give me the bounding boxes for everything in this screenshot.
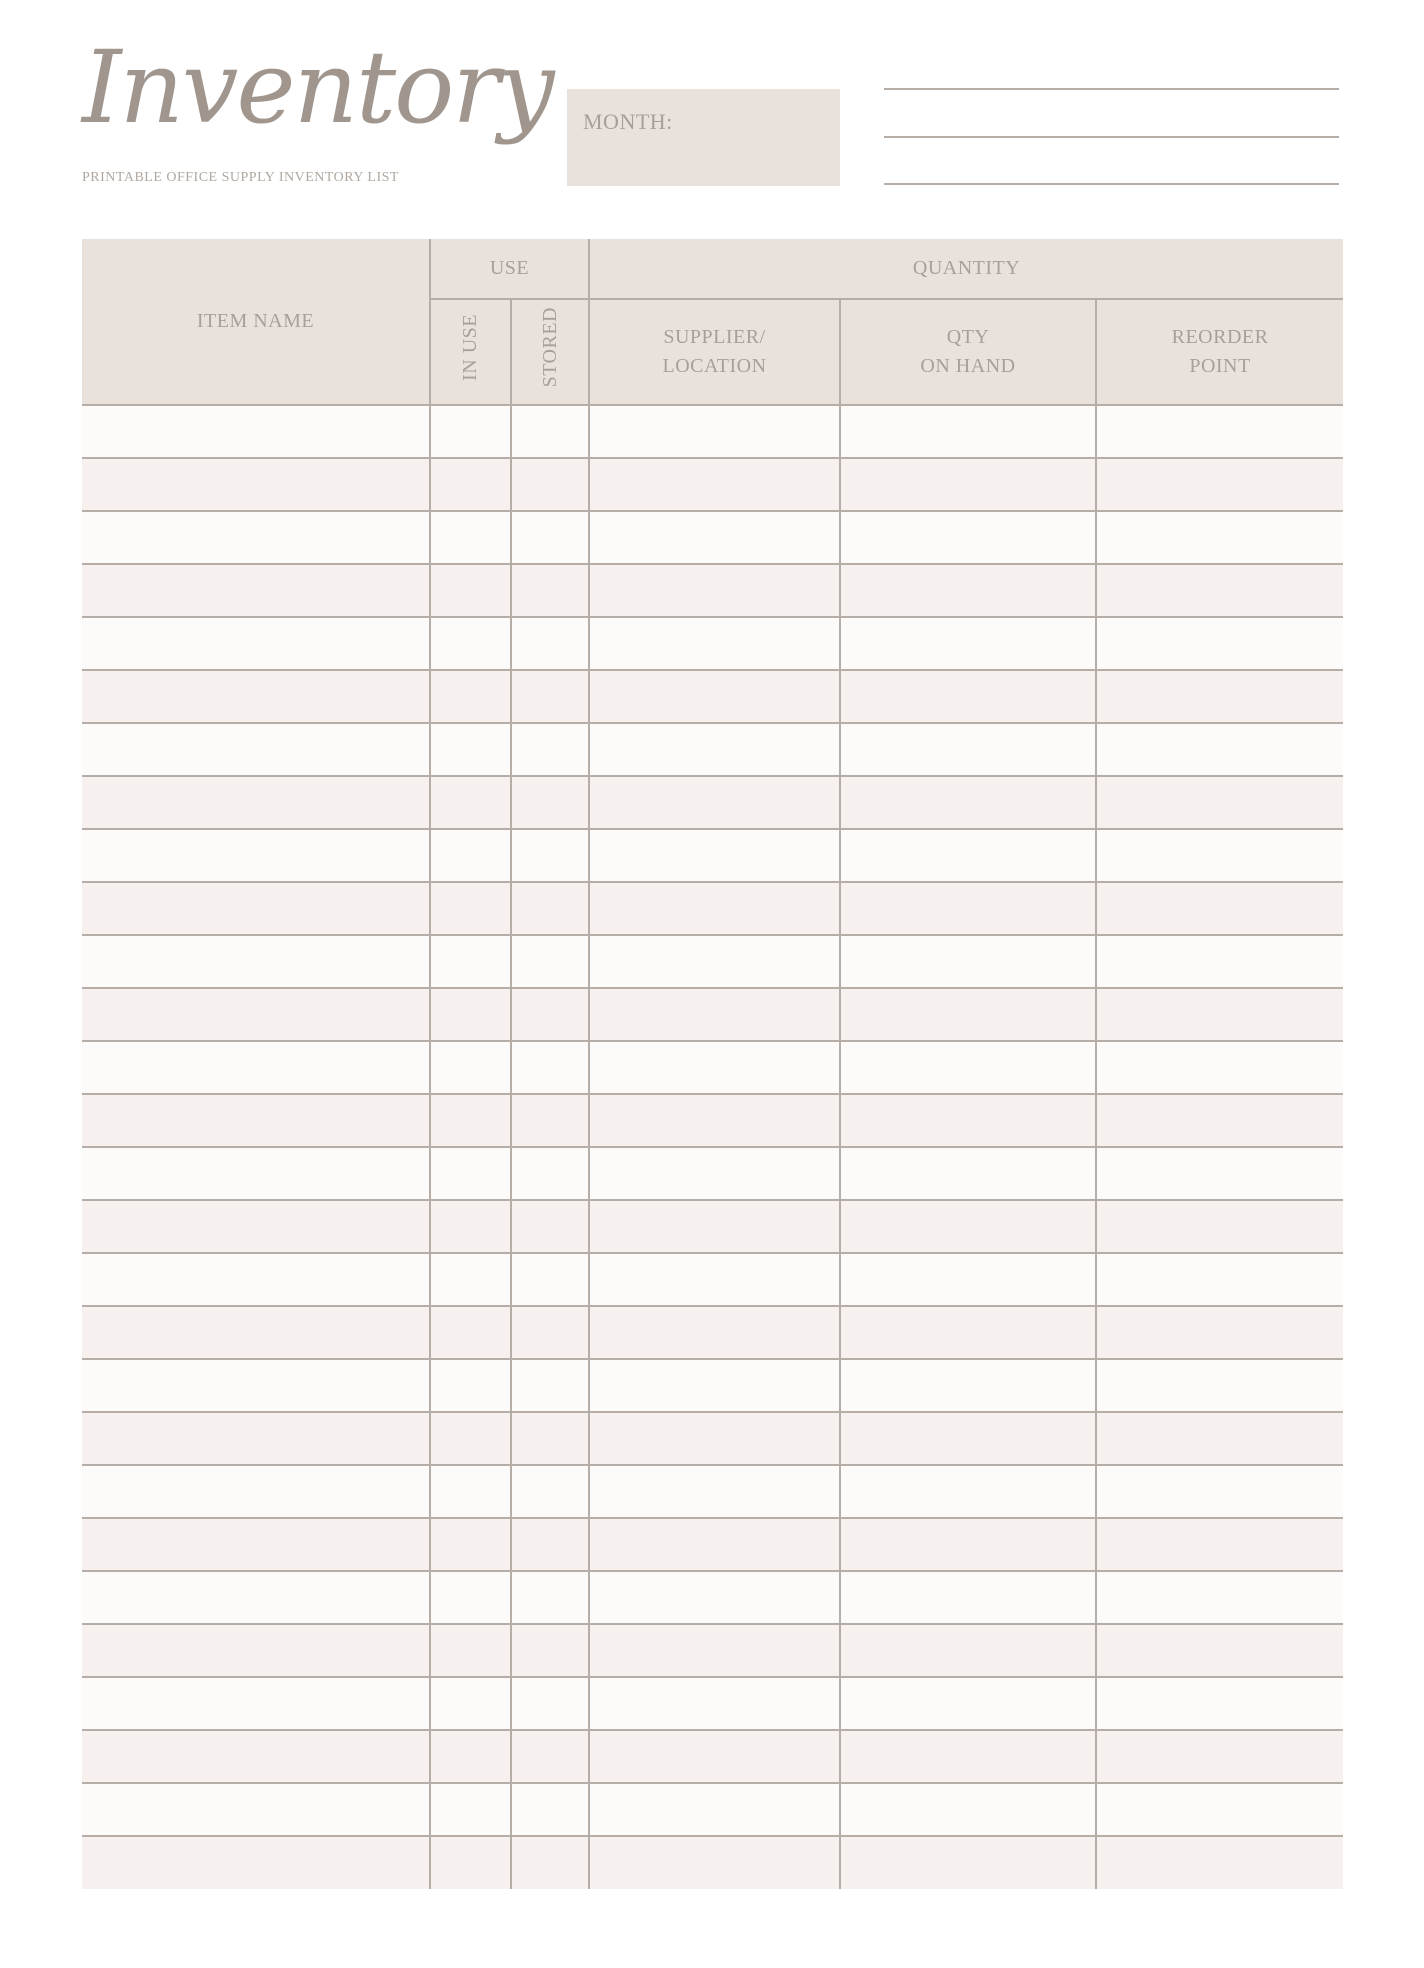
header-reorder-point bbox=[1096, 299, 1343, 405]
table-row bbox=[82, 723, 1343, 776]
stored-cell[interactable] bbox=[511, 1041, 589, 1094]
table-row bbox=[82, 935, 1343, 988]
item-name-cell[interactable] bbox=[82, 564, 430, 617]
reorder-cell[interactable] bbox=[1096, 1412, 1343, 1465]
in-use-cell[interactable] bbox=[430, 1677, 511, 1730]
table-row bbox=[82, 564, 1343, 617]
supplier-cell[interactable] bbox=[589, 1200, 840, 1253]
table-row bbox=[82, 1783, 1343, 1836]
in-use-cell[interactable] bbox=[430, 405, 511, 458]
reorder-cell[interactable] bbox=[1096, 829, 1343, 882]
reorder-cell[interactable] bbox=[1096, 1465, 1343, 1518]
stored-cell[interactable] bbox=[511, 1306, 589, 1359]
stored-cell[interactable] bbox=[511, 1836, 589, 1889]
reorder-cell[interactable] bbox=[1096, 617, 1343, 670]
qty-cell[interactable] bbox=[840, 1465, 1096, 1518]
item-name-cell[interactable] bbox=[82, 723, 430, 776]
qty-cell[interactable] bbox=[840, 405, 1096, 458]
supplier-cell[interactable] bbox=[589, 1147, 840, 1200]
supplier-cell[interactable] bbox=[589, 564, 840, 617]
supplier-cell[interactable] bbox=[589, 776, 840, 829]
table-row bbox=[82, 1253, 1343, 1306]
supplier-cell[interactable] bbox=[589, 458, 840, 511]
item-name-cell[interactable] bbox=[82, 1412, 430, 1465]
in-use-cell[interactable] bbox=[430, 1571, 511, 1624]
in-use-cell[interactable] bbox=[430, 1836, 511, 1889]
header-in-use: IN USE bbox=[430, 299, 511, 405]
inventory-table bbox=[82, 239, 1343, 1889]
qty-cell[interactable] bbox=[840, 670, 1096, 723]
table-row bbox=[82, 1836, 1343, 1889]
stored-cell[interactable] bbox=[511, 988, 589, 1041]
header-reorder-line1: REORDER bbox=[1171, 326, 1269, 348]
reorder-cell[interactable] bbox=[1096, 1306, 1343, 1359]
qty-cell[interactable] bbox=[840, 988, 1096, 1041]
page-title: Inventory bbox=[82, 29, 553, 146]
header-qty-line2: ON HAND bbox=[920, 355, 1016, 377]
reorder-cell[interactable] bbox=[1096, 1200, 1343, 1253]
header-supplier-line1: SUPPLIER/ bbox=[663, 326, 766, 348]
item-name-cell[interactable] bbox=[82, 1730, 430, 1783]
table-row bbox=[82, 405, 1343, 458]
supplier-cell[interactable] bbox=[589, 1836, 840, 1889]
reorder-cell[interactable] bbox=[1096, 1253, 1343, 1306]
reorder-cell[interactable] bbox=[1096, 1147, 1343, 1200]
reorder-cell[interactable] bbox=[1096, 405, 1343, 458]
in-use-cell[interactable] bbox=[430, 1253, 511, 1306]
item-name-cell[interactable] bbox=[82, 1465, 430, 1518]
reorder-cell[interactable] bbox=[1096, 1041, 1343, 1094]
item-name-cell[interactable] bbox=[82, 511, 430, 564]
item-name-cell[interactable] bbox=[82, 1783, 430, 1836]
qty-cell[interactable] bbox=[840, 564, 1096, 617]
supplier-cell[interactable] bbox=[589, 405, 840, 458]
table-row bbox=[82, 1041, 1343, 1094]
note-line-3[interactable] bbox=[884, 183, 1339, 185]
item-name-cell[interactable] bbox=[82, 1677, 430, 1730]
qty-cell[interactable] bbox=[840, 1677, 1096, 1730]
in-use-cell[interactable] bbox=[430, 1094, 511, 1147]
item-name-cell[interactable] bbox=[82, 1147, 430, 1200]
table-row bbox=[82, 1677, 1343, 1730]
qty-cell[interactable] bbox=[840, 1306, 1096, 1359]
stored-cell[interactable] bbox=[511, 1147, 589, 1200]
reorder-cell[interactable] bbox=[1096, 1677, 1343, 1730]
qty-cell[interactable] bbox=[840, 829, 1096, 882]
in-use-cell[interactable] bbox=[430, 1147, 511, 1200]
table-row bbox=[82, 1412, 1343, 1465]
stored-cell[interactable] bbox=[511, 1571, 589, 1624]
supplier-cell[interactable] bbox=[589, 1253, 840, 1306]
reorder-cell[interactable] bbox=[1096, 511, 1343, 564]
reorder-cell[interactable] bbox=[1096, 1836, 1343, 1889]
reorder-cell[interactable] bbox=[1096, 988, 1343, 1041]
in-use-cell[interactable] bbox=[430, 1200, 511, 1253]
header-qty-line1: QTY bbox=[946, 326, 990, 348]
in-use-cell[interactable] bbox=[430, 670, 511, 723]
table-row bbox=[82, 882, 1343, 935]
qty-cell[interactable] bbox=[840, 1783, 1096, 1836]
reorder-cell[interactable] bbox=[1096, 1359, 1343, 1412]
stored-cell[interactable] bbox=[511, 935, 589, 988]
in-use-cell[interactable] bbox=[430, 829, 511, 882]
qty-cell[interactable] bbox=[840, 1624, 1096, 1677]
supplier-cell[interactable] bbox=[589, 1465, 840, 1518]
stored-cell[interactable] bbox=[511, 458, 589, 511]
stored-cell[interactable] bbox=[511, 670, 589, 723]
note-line-2[interactable] bbox=[884, 136, 1339, 138]
item-name-cell[interactable] bbox=[82, 1518, 430, 1571]
table-row bbox=[82, 1465, 1343, 1518]
qty-cell[interactable] bbox=[840, 1147, 1096, 1200]
stored-cell[interactable] bbox=[511, 1624, 589, 1677]
qty-cell[interactable] bbox=[840, 1094, 1096, 1147]
in-use-cell[interactable] bbox=[430, 1465, 511, 1518]
in-use-cell[interactable] bbox=[430, 988, 511, 1041]
supplier-cell[interactable] bbox=[589, 935, 840, 988]
in-use-cell[interactable] bbox=[430, 1518, 511, 1571]
supplier-cell[interactable] bbox=[589, 1730, 840, 1783]
supplier-cell[interactable] bbox=[589, 1783, 840, 1836]
in-use-cell[interactable] bbox=[430, 1783, 511, 1836]
stored-cell[interactable] bbox=[511, 1200, 589, 1253]
stored-cell[interactable] bbox=[511, 776, 589, 829]
qty-cell[interactable] bbox=[840, 511, 1096, 564]
in-use-cell[interactable] bbox=[430, 511, 511, 564]
header-qty-on-hand bbox=[840, 299, 1096, 405]
supplier-cell[interactable] bbox=[589, 988, 840, 1041]
in-use-cell[interactable] bbox=[430, 1730, 511, 1783]
stored-cell[interactable] bbox=[511, 1677, 589, 1730]
header-quantity-group: QUANTITY bbox=[589, 239, 1343, 299]
supplier-cell[interactable] bbox=[589, 723, 840, 776]
qty-cell[interactable] bbox=[840, 935, 1096, 988]
item-name-cell[interactable] bbox=[82, 882, 430, 935]
table-row bbox=[82, 1200, 1343, 1253]
stored-cell[interactable] bbox=[511, 829, 589, 882]
qty-cell[interactable] bbox=[840, 1571, 1096, 1624]
header-use-group: USE bbox=[430, 239, 589, 299]
item-name-cell[interactable] bbox=[82, 670, 430, 723]
stored-cell[interactable] bbox=[511, 405, 589, 458]
qty-cell[interactable] bbox=[840, 1041, 1096, 1094]
qty-cell[interactable] bbox=[840, 1730, 1096, 1783]
qty-cell[interactable] bbox=[840, 617, 1096, 670]
header-item-name: ITEM NAME bbox=[82, 239, 430, 405]
item-name-cell[interactable] bbox=[82, 1094, 430, 1147]
reorder-cell[interactable] bbox=[1096, 670, 1343, 723]
item-name-cell[interactable] bbox=[82, 1306, 430, 1359]
stored-cell[interactable] bbox=[511, 1783, 589, 1836]
table-row bbox=[82, 617, 1343, 670]
item-name-cell[interactable] bbox=[82, 405, 430, 458]
reorder-cell[interactable] bbox=[1096, 882, 1343, 935]
supplier-cell[interactable] bbox=[589, 511, 840, 564]
table-row bbox=[82, 1730, 1343, 1783]
item-name-cell[interactable] bbox=[82, 617, 430, 670]
reorder-cell[interactable] bbox=[1096, 564, 1343, 617]
stored-cell[interactable] bbox=[511, 617, 589, 670]
item-name-cell[interactable] bbox=[82, 935, 430, 988]
in-use-cell[interactable] bbox=[430, 1041, 511, 1094]
stored-cell[interactable] bbox=[511, 1518, 589, 1571]
month-field[interactable] bbox=[567, 89, 840, 186]
table-row bbox=[82, 511, 1343, 564]
stored-cell[interactable] bbox=[511, 1412, 589, 1465]
reorder-cell[interactable] bbox=[1096, 458, 1343, 511]
reorder-cell[interactable] bbox=[1096, 935, 1343, 988]
month-label: MONTH: bbox=[583, 109, 673, 134]
supplier-cell[interactable] bbox=[589, 882, 840, 935]
stored-cell[interactable] bbox=[511, 723, 589, 776]
in-use-cell[interactable] bbox=[430, 882, 511, 935]
note-line-1[interactable] bbox=[884, 88, 1339, 90]
supplier-cell[interactable] bbox=[589, 1571, 840, 1624]
in-use-cell[interactable] bbox=[430, 458, 511, 511]
qty-cell[interactable] bbox=[840, 776, 1096, 829]
table-row bbox=[82, 670, 1343, 723]
supplier-cell[interactable] bbox=[589, 1518, 840, 1571]
stored-cell[interactable] bbox=[511, 1094, 589, 1147]
supplier-cell[interactable] bbox=[589, 670, 840, 723]
item-name-cell[interactable] bbox=[82, 1624, 430, 1677]
item-name-cell[interactable] bbox=[82, 458, 430, 511]
stored-cell[interactable] bbox=[511, 1359, 589, 1412]
item-name-cell[interactable] bbox=[82, 829, 430, 882]
stored-cell[interactable] bbox=[511, 1730, 589, 1783]
in-use-cell[interactable] bbox=[430, 1412, 511, 1465]
header-stored: STORED bbox=[511, 299, 589, 405]
item-name-cell[interactable] bbox=[82, 1200, 430, 1253]
qty-cell[interactable] bbox=[840, 458, 1096, 511]
qty-cell[interactable] bbox=[840, 1836, 1096, 1889]
reorder-cell[interactable] bbox=[1096, 723, 1343, 776]
page-subtitle: PRINTABLE OFFICE SUPPLY INVENTORY LIST bbox=[82, 170, 399, 185]
supplier-cell[interactable] bbox=[589, 617, 840, 670]
item-name-cell[interactable] bbox=[82, 1571, 430, 1624]
qty-cell[interactable] bbox=[840, 1412, 1096, 1465]
header-supplier-line2: LOCATION bbox=[662, 355, 767, 377]
reorder-cell[interactable] bbox=[1096, 1624, 1343, 1677]
qty-cell[interactable] bbox=[840, 1200, 1096, 1253]
supplier-cell[interactable] bbox=[589, 1094, 840, 1147]
inventory-rows bbox=[82, 405, 1343, 1889]
supplier-cell[interactable] bbox=[589, 1677, 840, 1730]
header-supplier-location bbox=[589, 299, 840, 405]
in-use-cell[interactable] bbox=[430, 617, 511, 670]
stored-cell[interactable] bbox=[511, 1465, 589, 1518]
table-row bbox=[82, 776, 1343, 829]
reorder-cell[interactable] bbox=[1096, 1094, 1343, 1147]
reorder-cell[interactable] bbox=[1096, 776, 1343, 829]
in-use-cell[interactable] bbox=[430, 723, 511, 776]
table-row bbox=[82, 1624, 1343, 1677]
in-use-cell[interactable] bbox=[430, 935, 511, 988]
stored-cell[interactable] bbox=[511, 511, 589, 564]
table-row bbox=[82, 988, 1343, 1041]
supplier-cell[interactable] bbox=[589, 1306, 840, 1359]
item-name-cell[interactable] bbox=[82, 988, 430, 1041]
item-name-cell[interactable] bbox=[82, 1836, 430, 1889]
qty-cell[interactable] bbox=[840, 723, 1096, 776]
header-reorder-line2: POINT bbox=[1189, 355, 1251, 377]
stored-cell[interactable] bbox=[511, 882, 589, 935]
supplier-cell[interactable] bbox=[589, 1412, 840, 1465]
in-use-cell[interactable] bbox=[430, 1624, 511, 1677]
in-use-cell[interactable] bbox=[430, 1306, 511, 1359]
table-row bbox=[82, 1147, 1343, 1200]
reorder-cell[interactable] bbox=[1096, 1518, 1343, 1571]
stored-cell[interactable] bbox=[511, 564, 589, 617]
qty-cell[interactable] bbox=[840, 882, 1096, 935]
supplier-cell[interactable] bbox=[589, 1359, 840, 1412]
table-row bbox=[82, 1518, 1343, 1571]
table-row bbox=[82, 1359, 1343, 1412]
supplier-cell[interactable] bbox=[589, 1624, 840, 1677]
table-row bbox=[82, 1094, 1343, 1147]
item-name-cell[interactable] bbox=[82, 776, 430, 829]
table-row bbox=[82, 458, 1343, 511]
supplier-cell[interactable] bbox=[589, 829, 840, 882]
item-name-cell[interactable] bbox=[82, 1253, 430, 1306]
reorder-cell[interactable] bbox=[1096, 1571, 1343, 1624]
in-use-cell[interactable] bbox=[430, 776, 511, 829]
reorder-cell[interactable] bbox=[1096, 1783, 1343, 1836]
qty-cell[interactable] bbox=[840, 1253, 1096, 1306]
item-name-cell[interactable] bbox=[82, 1359, 430, 1412]
table-row bbox=[82, 829, 1343, 882]
qty-cell[interactable] bbox=[840, 1518, 1096, 1571]
in-use-cell[interactable] bbox=[430, 564, 511, 617]
table-row bbox=[82, 1571, 1343, 1624]
item-name-cell[interactable] bbox=[82, 1041, 430, 1094]
in-use-cell[interactable] bbox=[430, 1359, 511, 1412]
qty-cell[interactable] bbox=[840, 1359, 1096, 1412]
table-row bbox=[82, 1306, 1343, 1359]
stored-cell[interactable] bbox=[511, 1253, 589, 1306]
supplier-cell[interactable] bbox=[589, 1041, 840, 1094]
reorder-cell[interactable] bbox=[1096, 1730, 1343, 1783]
